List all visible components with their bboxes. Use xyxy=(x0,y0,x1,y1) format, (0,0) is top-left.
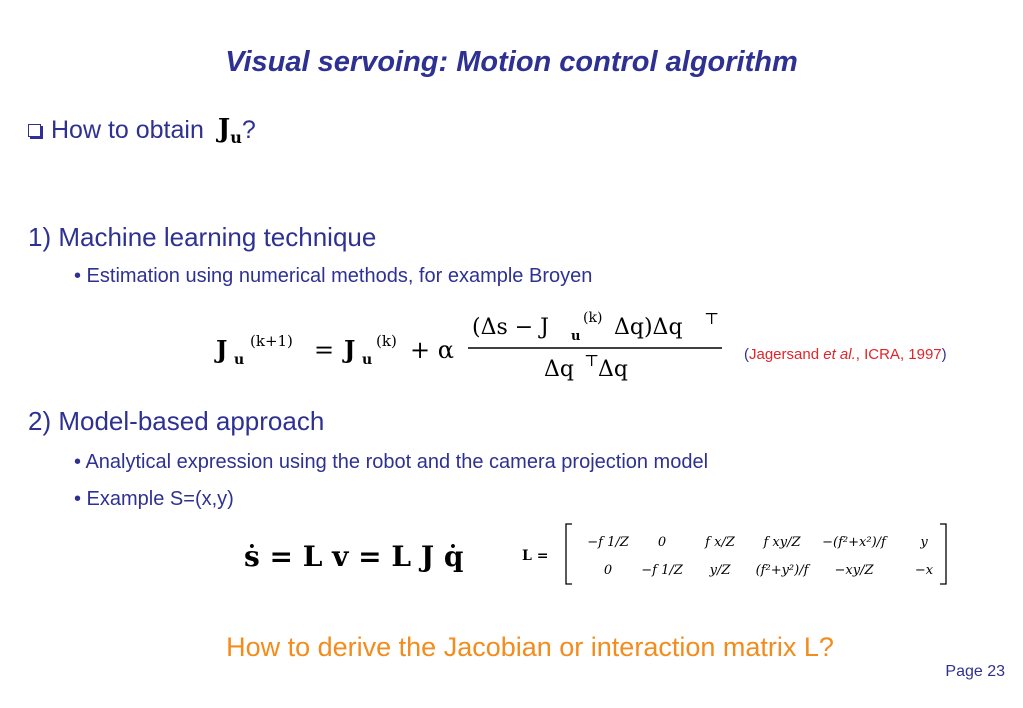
right-bracket xyxy=(940,524,946,584)
matrix-cell: −f 1/Z xyxy=(641,563,683,578)
eq-rhs-j: J xyxy=(344,335,356,364)
eq-lhs-sup: (k+1) xyxy=(250,332,293,350)
citation-etal: et al. xyxy=(823,346,856,363)
citation-author: Jagersand xyxy=(749,346,820,363)
section2-bullet1: • Analytical expression using the robot and the camera projection model xyxy=(74,451,709,473)
motion-equation xyxy=(240,530,520,580)
eq-equals: = xyxy=(314,336,335,364)
closing-question: How to derive the Jacobian or interaction matrix L? xyxy=(226,632,834,662)
matrix-cell: f xy/Z xyxy=(763,535,801,550)
eq-numerator-2: Δq)Δq xyxy=(614,315,683,340)
eq-rhs-sub: u xyxy=(362,352,373,368)
matrix-row-1 xyxy=(587,535,928,550)
question-bullet-text: How to obtain xyxy=(51,116,204,145)
eq-denominator-1: Δq xyxy=(544,357,574,382)
matrix-cell: 0 xyxy=(603,563,613,578)
slide-title: Visual servoing: Motion control algorithm xyxy=(225,46,798,78)
eq-rhs-sup: (k) xyxy=(376,332,397,350)
matrix-row-2 xyxy=(604,563,934,578)
motion-equation-text: ṡ = L v = L J q̇ xyxy=(244,540,464,573)
square-bullet-icon xyxy=(28,124,41,137)
matrix-cell: −f 1/Z xyxy=(587,535,629,550)
question-mark: ? xyxy=(241,116,256,145)
matrix-name: L = xyxy=(522,548,549,564)
eq-denominator-2: Δq xyxy=(598,357,628,382)
left-bracket xyxy=(566,524,572,584)
matrix-cell: −xy/Z xyxy=(834,563,874,578)
page-number: Page 23 xyxy=(945,663,1005,680)
section2-heading: 2) Model-based approach xyxy=(28,406,325,436)
eq-denominator-t: ⊤ xyxy=(584,351,600,370)
ju-symbol: $J_u$ xyxy=(217,114,242,148)
matrix-cell: (f²+y²)/f xyxy=(755,563,809,578)
eq-plus-alpha: + α xyxy=(410,336,454,364)
eq-numerator-sup: (k) xyxy=(583,310,603,326)
eq-lhs-j: J xyxy=(216,335,228,364)
eq-lhs-sub: u xyxy=(234,352,245,368)
section1-heading: 1) Machine learning technique xyxy=(28,222,377,252)
eq-numerator-sub: u xyxy=(571,329,581,344)
matrix-cell: −x xyxy=(914,563,934,578)
matrix-cell: y/Z xyxy=(709,563,731,578)
interaction-matrix xyxy=(520,520,960,590)
section2-bullet2: • Example S=(x,y) xyxy=(74,488,234,510)
eq-numerator-1: (Δs − J xyxy=(472,315,549,340)
citation-venue: , ICRA, 1997 xyxy=(855,346,942,363)
citation: (Jagersand et al., ICRA, 1997) xyxy=(744,346,947,363)
section1-bullet: • Estimation using numerical methods, for example Broyen xyxy=(74,265,593,287)
matrix-cell: 0 xyxy=(657,535,667,550)
broyden-equation xyxy=(210,308,740,388)
matrix-cell: y xyxy=(920,535,928,550)
eq-numerator-t: ⊤ xyxy=(704,309,720,328)
matrix-cell: −(f²+x²)/f xyxy=(822,535,886,550)
matrix-cell: f x/Z xyxy=(705,535,735,550)
question-bullet xyxy=(28,114,256,147)
